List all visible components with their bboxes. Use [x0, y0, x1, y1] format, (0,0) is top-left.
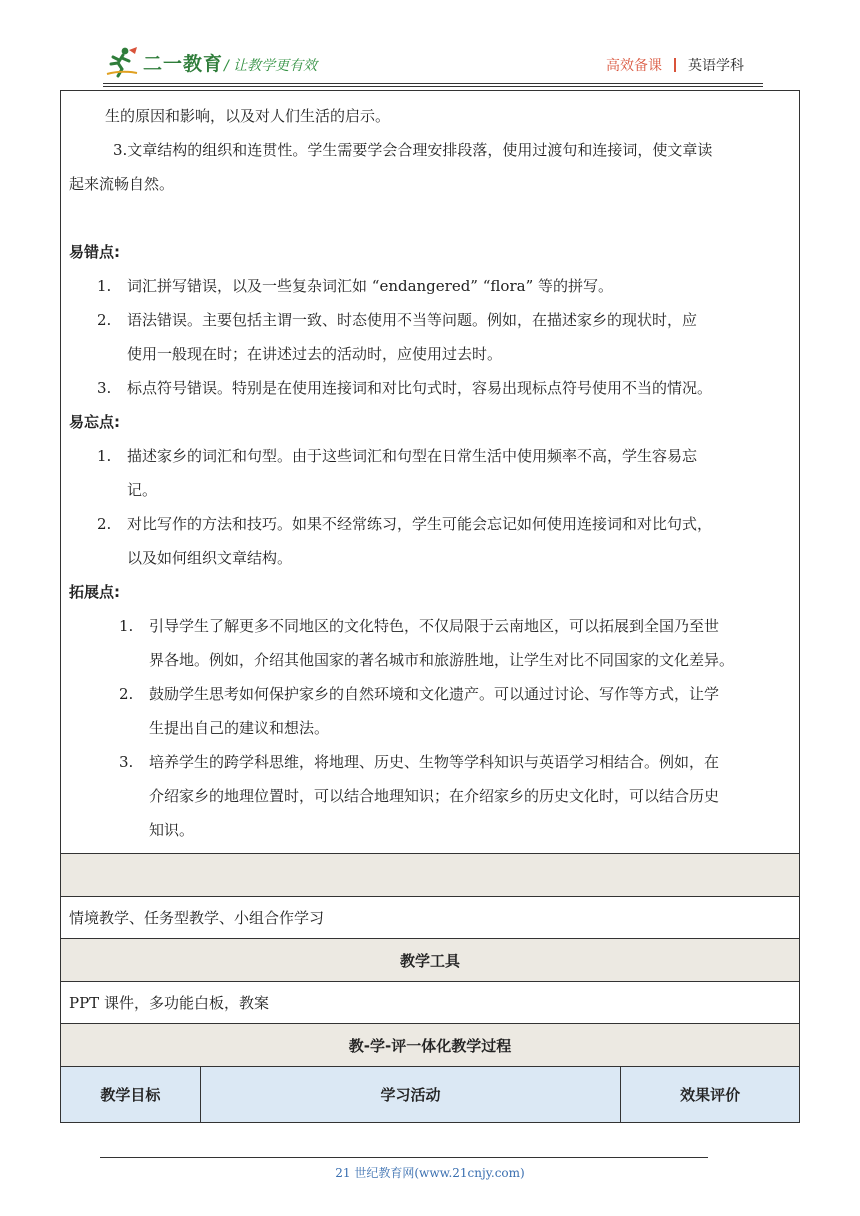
forget-title: 易忘点:: [69, 413, 120, 431]
column-header-row: [61, 1067, 800, 1123]
methods-header-cell: [61, 854, 800, 897]
list-item: 3. 标点符号错误。特别是在使用连接词和对比句式时，容易出现标点符号使用不当的情况。: [97, 379, 713, 397]
footer-text: 21 世纪教育网(www.21cnjy.com): [335, 1166, 525, 1180]
process-header-row: [61, 1024, 800, 1067]
list-item: 3. 培养学生的跨学科思维，将地理、历史、生物等学科知识与英语学习相结合。例如，在 介绍家乡的地理位置时，可以结合地理知识；在介绍家乡的历史文化时，可以结合历史 知识。: [119, 753, 720, 839]
list-item: 2. 语法错误。主要包括主谓一致、时态使用不当等问题。例如，在描述家乡的现状时，应 使用一般现在时；在讲述过去的活动时，应使用过去时。: [97, 311, 698, 363]
errors-list: [69, 269, 791, 405]
header-separator: [674, 58, 676, 72]
point3-line1: 3.文章结构的组织和连贯性。学生需要学会合理安排段落，使用过渡句和连接词，使文章读: [113, 141, 713, 159]
col-goal: 教学目标: [61, 1067, 201, 1123]
errors-title: 易错点:: [69, 243, 120, 261]
methods-text: 情境教学、任务型教学、小组合作学习: [61, 897, 800, 939]
header-divider-2: [103, 86, 763, 87]
logo: [105, 46, 223, 78]
page-header: [0, 0, 860, 90]
tools-header-row: [61, 939, 800, 982]
logo-text: 二一教育: [143, 52, 224, 75]
lesson-table: [60, 90, 800, 1123]
list-item: 1. 描述家乡的词汇和句型。由于这些词汇和句型在日常生活中使用频率不高，学生容易忘 记。: [97, 447, 698, 499]
list-item: 1. 引导学生了解更多不同地区的文化特色，不仅局限于云南地区，可以拓展到全国乃至世 界各地。例如，介绍其他国家的著名城市和旅游胜地，让学生对比不同国家的文化差异。: [119, 617, 735, 669]
forget-list: [69, 439, 791, 575]
tools-title: 教学工具: [61, 939, 800, 982]
methods-row: [61, 897, 800, 939]
tools-row: [61, 982, 800, 1024]
process-title: 教-学-评一体化教学过程: [61, 1024, 800, 1067]
header-tag-efficient: 高效备课: [606, 58, 662, 74]
runner-logo-icon: [105, 46, 139, 78]
footer-divider: [100, 1157, 708, 1158]
list-item: 2. 鼓励学生思考如何保护家乡的自然环境和文化遗产。可以通过讨论、写作等方式，让学 生提出自己的建议和想法。: [119, 685, 720, 737]
header-tag-subject: 英语学科: [688, 58, 744, 74]
content-cell: [61, 91, 800, 854]
content-row: [61, 91, 800, 854]
point3-line2: 起来流畅自然。: [69, 175, 175, 193]
intro-line: 生的原因和影响，以及对人们生活的启示。: [105, 107, 391, 125]
header-divider: [103, 83, 763, 84]
col-activity: 学习活动: [200, 1067, 620, 1123]
col-eval: 效果评价: [621, 1067, 800, 1123]
methods-header-row: [61, 854, 800, 897]
blank-line: [69, 201, 791, 235]
slogan: / 让教学更有效: [224, 58, 318, 74]
list-item: 1. 词汇拼写错误，以及一些复杂词汇如 “endangered” “flora” 等的拼写。: [97, 277, 614, 295]
header-right: [606, 55, 744, 75]
tools-text: PPT 课件，多功能白板，教案: [61, 982, 800, 1024]
extend-title: 拓展点:: [69, 583, 120, 601]
list-item: 2. 对比写作的方法和技巧。如果不经常练习，学生可能会忘记如何使用连接词和对比句式， 以及如何组织文章结构。: [97, 515, 713, 567]
extend-list: [69, 609, 791, 847]
